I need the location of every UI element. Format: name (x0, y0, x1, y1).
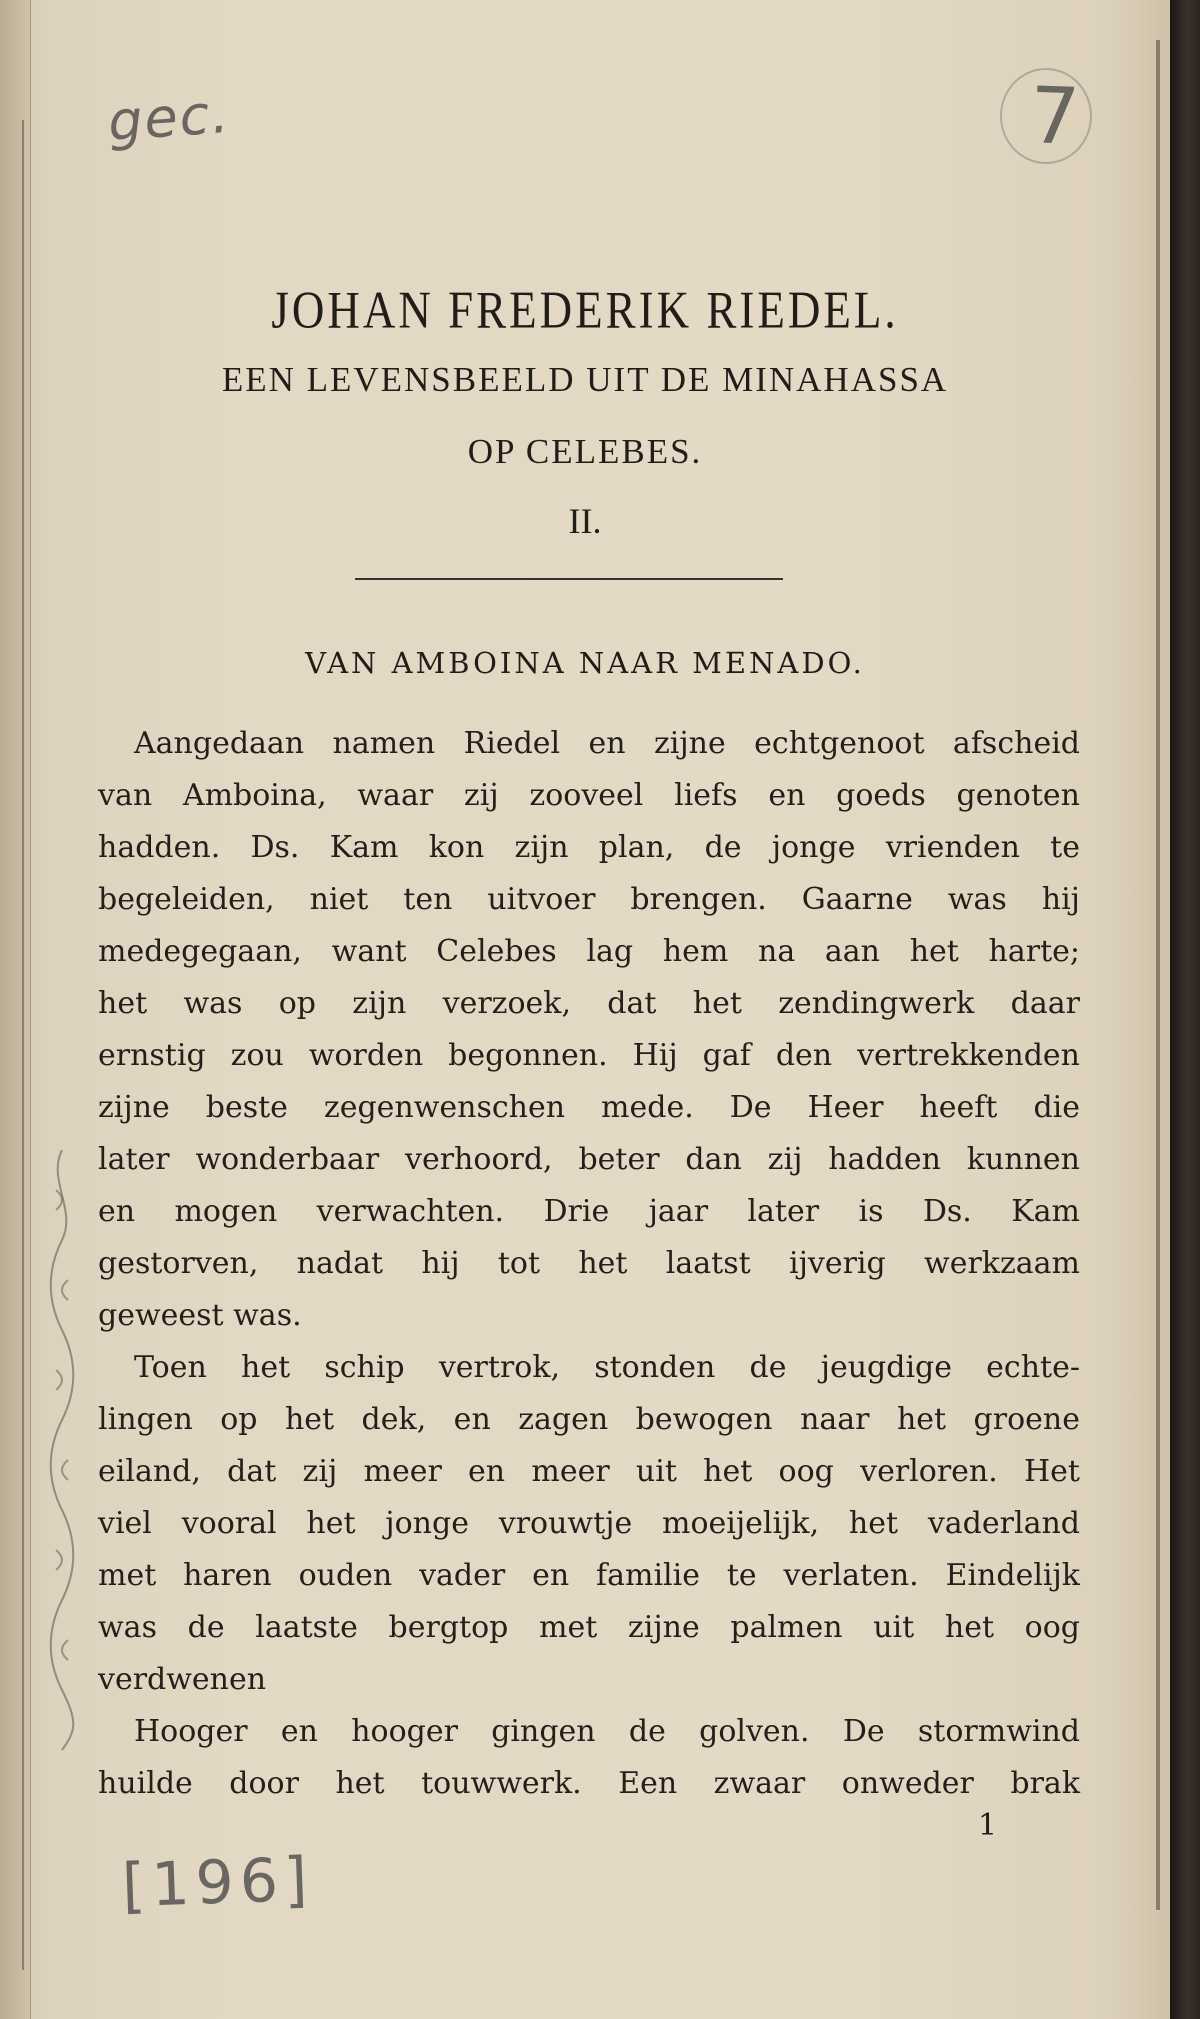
text-line: Hooger en hooger gingen de golven. De stormwind (134, 1714, 1080, 1749)
text-line: medegegaan, want Celebes lag hem na aan het harte; (98, 934, 1080, 969)
text-line: gestorven, nadat hij tot het laatst ijverig werkzaam (98, 1246, 1080, 1281)
page-title: JOHAN FREDERIK RIEDEL. (271, 280, 899, 340)
part-number: II. (568, 501, 602, 541)
text-line: huilde door het touwwerk. Een zwaar onweder brak (98, 1766, 1080, 1801)
printed-page-number: 1 (978, 1808, 998, 1843)
decorative-border-ornament (42, 1150, 82, 1750)
text-line: ernstig zou worden begonnen. Hij gaf den vertrekkenden (98, 1038, 1080, 1073)
subtitle-line-2: OP CELEBES. (467, 432, 703, 471)
subtitle-line-1: EEN LEVENSBEELD UIT DE MINAHASSA (221, 360, 949, 399)
handwritten-note-bottom: [196] (120, 1844, 315, 1922)
body-text (98, 718, 1080, 1810)
text-line: van Amboina, waar zij zooveel liefs en goeds genoten (98, 778, 1080, 813)
text-line: geweest was. (98, 1298, 302, 1333)
handwritten-note-top: gec. (105, 81, 233, 154)
divider-rule (355, 578, 783, 580)
handwritten-page-number: 7 (1028, 71, 1082, 163)
text-line: begeleiden, niet ten uitvoer brengen. Gaarne was hij (98, 882, 1080, 917)
text-line: met haren ouden vader en familie te verlaten. Eindelijk (98, 1558, 1080, 1593)
text-line: en mogen verwachten. Drie jaar later is Ds. Kam (98, 1194, 1080, 1229)
text-line: Aangedaan namen Riedel en zijne echtgenoot afscheid (134, 726, 1080, 761)
text-line: verdwenen (98, 1662, 267, 1697)
book-edge-shadow (1170, 0, 1200, 2019)
text-line: zijne beste zegenwenschen mede. De Heer heeft die (98, 1090, 1080, 1125)
text-line: viel vooral het jonge vrouwtje moeijelijk, het vaderland (98, 1506, 1080, 1541)
text-line: eiland, dat zij meer en meer uit het oog verloren. Het (98, 1454, 1080, 1489)
text-line: later wonderbaar verhoord, beter dan zij hadden kunnen (98, 1142, 1080, 1177)
text-line: Toen het schip vertrok, stonden de jeugdige echte- (134, 1350, 1080, 1385)
text-line: was de laatste bergtop met zijne palmen uit het oog (98, 1610, 1080, 1645)
text-line: hadden. Ds. Kam kon zijn plan, de jonge vrienden te (98, 830, 1080, 865)
text-line: lingen op het dek, en zagen bewogen naar het groene (98, 1402, 1080, 1437)
text-line: het was op zijn verzoek, dat het zendingwerk daar (98, 986, 1080, 1021)
section-title: VAN AMBOINA NAAR MENADO. (305, 646, 865, 680)
